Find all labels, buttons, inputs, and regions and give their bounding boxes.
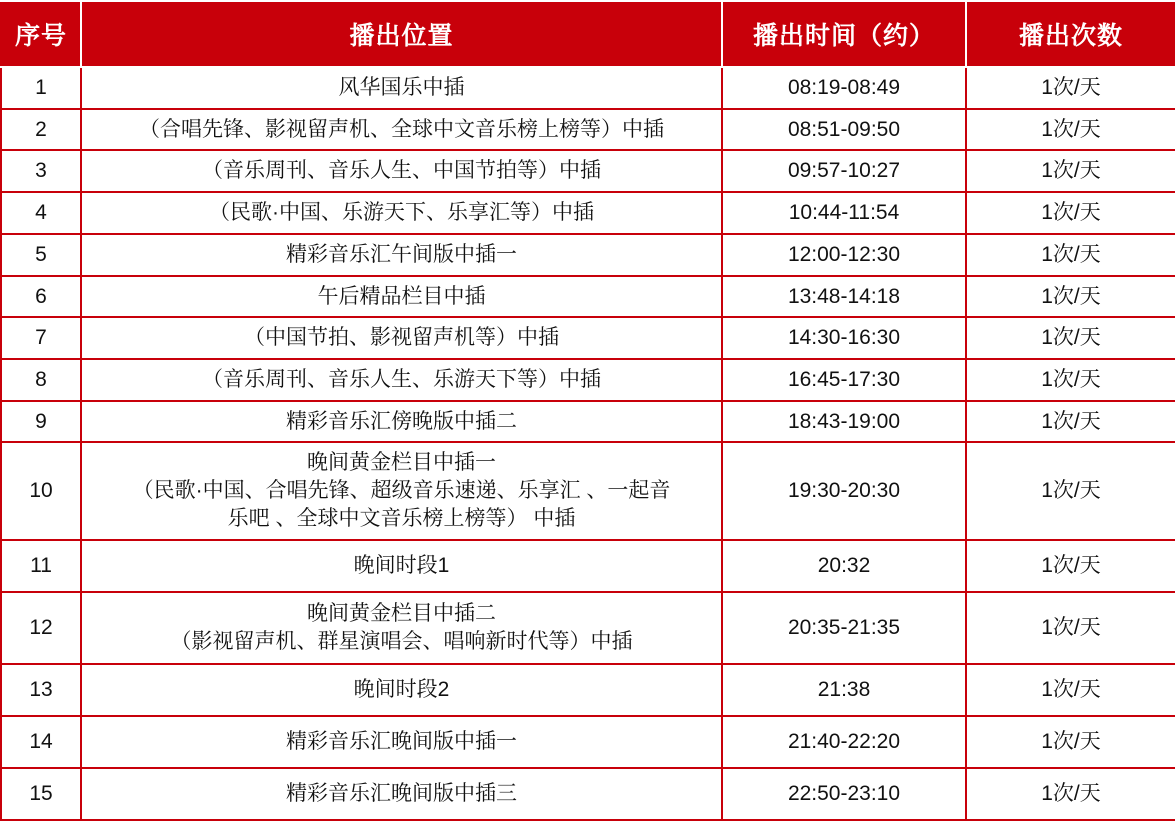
position-lines: [90, 366, 713, 394]
cell-count: 1次/天: [966, 150, 1175, 192]
position-lines: [90, 324, 713, 352]
cell-count: 1次/天: [966, 317, 1175, 359]
cell-position: [81, 317, 722, 359]
header-row: [1, 1, 1175, 67]
column-header-time: 播出时间（约）: [722, 1, 966, 67]
cell-index: 1: [1, 67, 81, 109]
table-row: [1, 592, 1175, 664]
position-lines: [90, 552, 713, 580]
cell-position: [81, 716, 722, 768]
cell-count: 1次/天: [966, 716, 1175, 768]
position-line: 午后精品栏目中插: [317, 284, 486, 308]
position-line: （影视留声机、群星演唱会、唱响新时代等）中插: [170, 629, 633, 653]
position-line: 精彩音乐汇晚间版中插三: [286, 781, 517, 805]
cell-index: 7: [1, 317, 81, 359]
cell-position: [81, 540, 722, 592]
cell-time: 12:00-12:30: [722, 234, 966, 276]
cell-position: [81, 442, 722, 539]
cell-time: 16:45-17:30: [722, 359, 966, 401]
table-row: [1, 540, 1175, 592]
cell-index: 11: [1, 540, 81, 592]
cell-count: 1次/天: [966, 192, 1175, 234]
position-lines: [90, 157, 713, 185]
table-body: [1, 67, 1175, 820]
position-line: （中国节拍、影视留声机等）中插: [244, 326, 559, 350]
cell-position: [81, 67, 722, 109]
position-lines: [90, 780, 713, 808]
cell-index: 14: [1, 716, 81, 768]
cell-index: 8: [1, 359, 81, 401]
cell-count: 1次/天: [966, 234, 1175, 276]
cell-time: 19:30-20:30: [722, 442, 966, 539]
cell-position: [81, 664, 722, 716]
cell-count: 1次/天: [966, 540, 1175, 592]
cell-time: 22:50-23:10: [722, 768, 966, 820]
column-header-count: 播出次数: [966, 1, 1175, 67]
cell-position: [81, 150, 722, 192]
cell-count: 1次/天: [966, 442, 1175, 539]
position-line: （民歌·中国、乐游天下、乐享汇等）中插: [209, 201, 594, 225]
position-lines: [90, 283, 713, 311]
cell-count: 1次/天: [966, 109, 1175, 151]
table-row: [1, 401, 1175, 443]
cell-time: 20:32: [722, 540, 966, 592]
cell-position: [81, 192, 722, 234]
cell-time: 18:43-19:00: [722, 401, 966, 443]
position-lines: [90, 676, 713, 704]
position-lines: [90, 74, 713, 102]
table-row: [1, 192, 1175, 234]
cell-time: 13:48-14:18: [722, 276, 966, 318]
cell-time: 08:51-09:50: [722, 109, 966, 151]
cell-index: 9: [1, 401, 81, 443]
position-lines: [90, 728, 713, 756]
table-row: [1, 109, 1175, 151]
cell-index: 2: [1, 109, 81, 151]
column-header-index: 序号: [1, 1, 81, 67]
table-row: [1, 234, 1175, 276]
position-line: （音乐周刊、音乐人生、乐游天下等）中插: [202, 368, 601, 392]
cell-position: [81, 109, 722, 151]
position-line: （民歌·中国、合唱先锋、超级音乐速递、乐享汇 、一起音: [132, 479, 671, 503]
position-line: 风华国乐中插: [338, 76, 465, 99]
cell-count: 1次/天: [966, 359, 1175, 401]
cell-count: 1次/天: [966, 67, 1175, 109]
cell-position: [81, 592, 722, 664]
position-lines: [90, 199, 713, 227]
position-line: 晚间黄金栏目中插一: [307, 451, 496, 475]
position-line: 精彩音乐汇傍晚版中插二: [286, 409, 517, 433]
table-row: [1, 67, 1175, 109]
cell-index: 13: [1, 664, 81, 716]
table-row: [1, 664, 1175, 716]
cell-time: 21:38: [722, 664, 966, 716]
cell-index: 5: [1, 234, 81, 276]
table-row: [1, 359, 1175, 401]
table-row: [1, 276, 1175, 318]
table-row: [1, 442, 1175, 539]
cell-count: 1次/天: [966, 592, 1175, 664]
cell-position: [81, 276, 722, 318]
position-line: （合唱先锋、影视留声机、全球中文音乐榜上榜等）中插: [139, 117, 664, 141]
table-row: [1, 716, 1175, 768]
cell-position: [81, 359, 722, 401]
position-line: （音乐周刊、音乐人生、中国节拍等）中插: [202, 159, 601, 183]
cell-index: 15: [1, 768, 81, 820]
cell-count: 1次/天: [966, 664, 1175, 716]
cell-index: 12: [1, 592, 81, 664]
position-lines: [90, 449, 713, 532]
table-header: [1, 1, 1175, 67]
position-line: 精彩音乐汇晚间版中插一: [286, 729, 517, 753]
cell-time: 10:44-11:54: [722, 192, 966, 234]
cell-time: 14:30-16:30: [722, 317, 966, 359]
column-header-position: 播出位置: [81, 1, 722, 67]
table-row: [1, 150, 1175, 192]
position-lines: [90, 600, 713, 655]
position-line: 精彩音乐汇午间版中插一: [286, 242, 517, 266]
position-line: 晚间时段1: [353, 553, 450, 577]
cell-position: [81, 234, 722, 276]
cell-position: [81, 401, 722, 443]
position-lines: [90, 116, 713, 144]
position-line: 乐吧 、全球中文音乐榜上榜等） 中插: [227, 506, 576, 530]
cell-count: 1次/天: [966, 401, 1175, 443]
cell-time: 20:35-21:35: [722, 592, 966, 664]
position-lines: [90, 408, 713, 436]
cell-time: 08:19-08:49: [722, 67, 966, 109]
cell-count: 1次/天: [966, 768, 1175, 820]
cell-index: 4: [1, 192, 81, 234]
cell-index: 6: [1, 276, 81, 318]
table-row: [1, 317, 1175, 359]
cell-count: 1次/天: [966, 276, 1175, 318]
cell-time: 21:40-22:20: [722, 716, 966, 768]
position-line: 晚间黄金栏目中插二: [307, 601, 496, 625]
cell-index: 10: [1, 442, 81, 539]
cell-time: 09:57-10:27: [722, 150, 966, 192]
position-lines: [90, 241, 713, 269]
position-line: 晚间时段2: [353, 677, 450, 701]
cell-index: 3: [1, 150, 81, 192]
